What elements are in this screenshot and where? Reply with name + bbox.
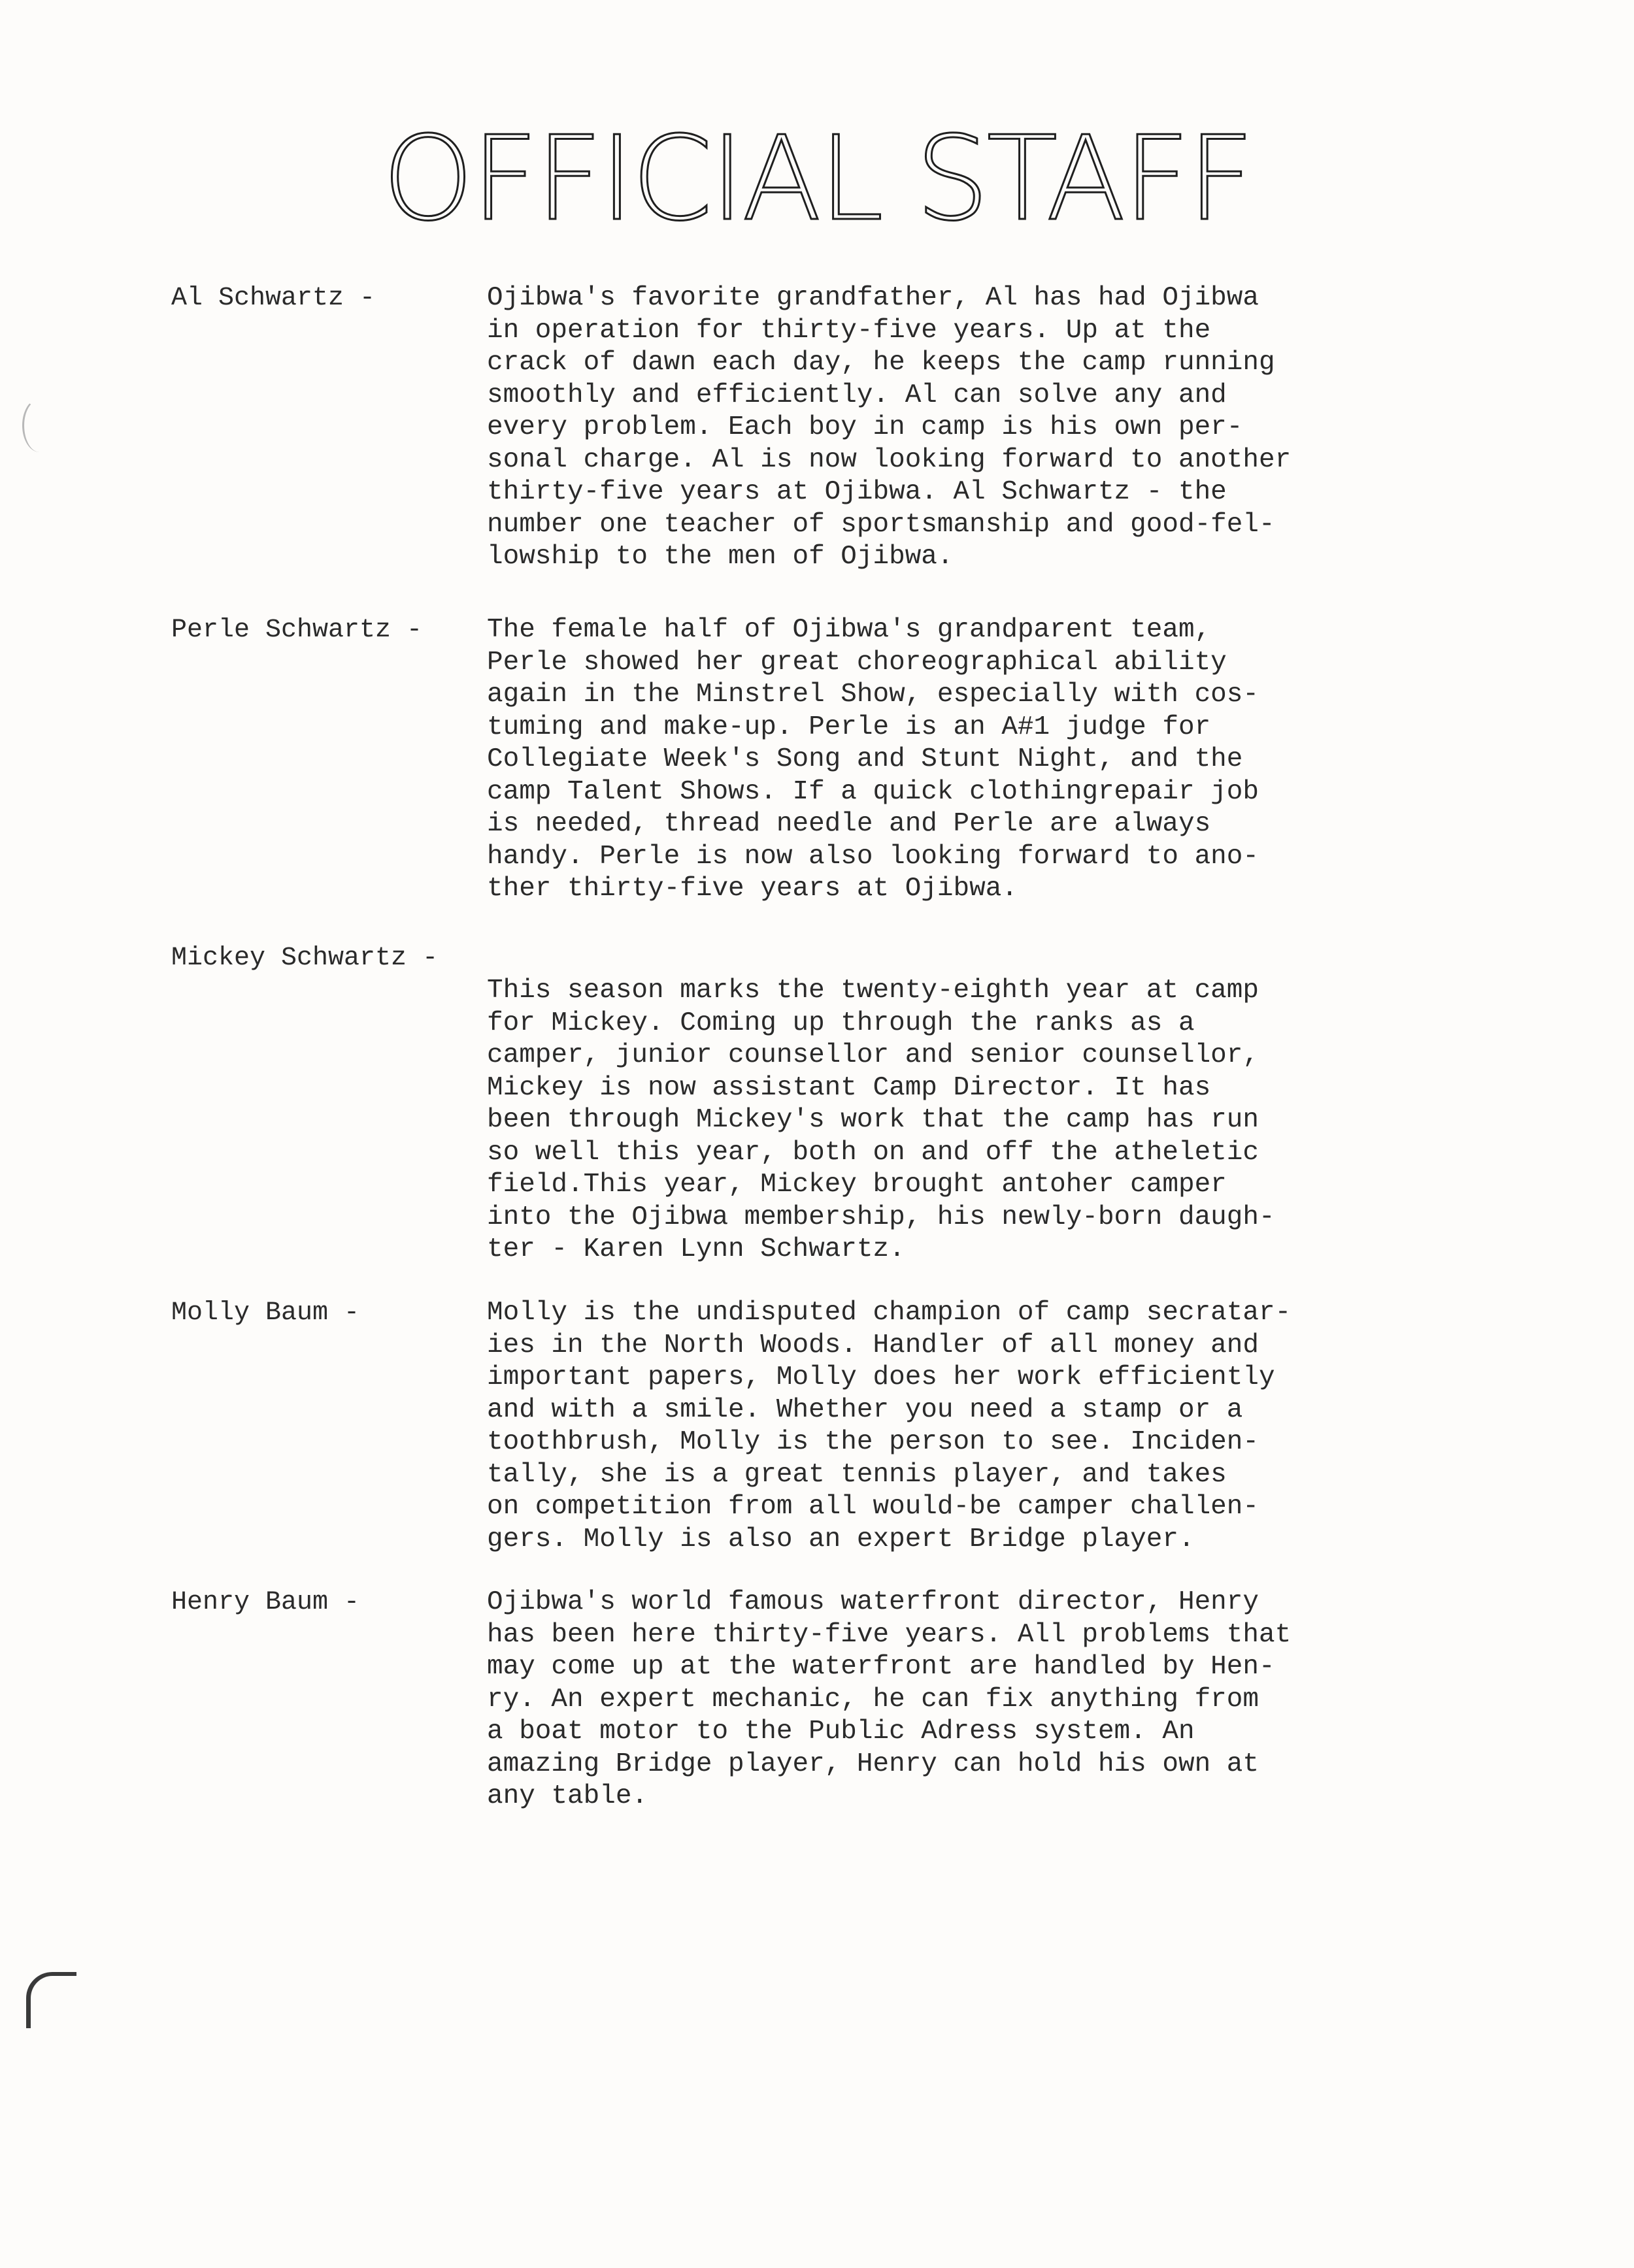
bio-line: number one teacher of sportsmanship and good-fel- [487, 509, 1275, 540]
bio-line: camp Talent Shows. If a quick clothingrepair job [487, 776, 1259, 807]
bio-line: ry. An expert mechanic, he can fix anything from [487, 1684, 1259, 1715]
bio-line: Ojibwa's world famous waterfront director, Henry [487, 1587, 1259, 1617]
bio-line: may come up at the waterfront are handled by Hen- [487, 1652, 1275, 1682]
bio-line: crack of dawn each day, he keeps the camp running [487, 348, 1275, 378]
bio-line: in operation for thirty-five years. Up at the [487, 315, 1211, 346]
bio-line: for Mickey. Coming up through the ranks as a [487, 1008, 1195, 1038]
staff-name: Henry Baum - [171, 1588, 360, 1617]
bio-line: a boat motor to the Public Adress system. An [487, 1717, 1195, 1747]
bio-line: Molly is the undisputed champion of camp secratar- [487, 1298, 1292, 1328]
bio-line: camper, junior counsellor and senior counsellor, [487, 1040, 1259, 1070]
staff-bio [487, 614, 1507, 906]
bio-line: on competition from all would-be camper challen- [487, 1492, 1259, 1522]
bio-line: has been here thirty-five years. All problems that [487, 1619, 1292, 1650]
bio-line: sonal charge. Al is now looking forward to another [487, 444, 1292, 475]
punch-hole-mark-bottom [26, 1972, 76, 2028]
bio-line: This season marks the twenty-eighth year at camp [487, 976, 1259, 1006]
bio-line: important papers, Molly does her work efficiently [487, 1362, 1275, 1392]
bio-line: tuming and make-up. Perle is an A#1 judge for [487, 712, 1211, 742]
bio-line: and with a smile. Whether you need a stamp or a [487, 1394, 1243, 1425]
bio-line: so well this year, both on and off the atheletic [487, 1137, 1259, 1168]
bio-line: again in the Minstrel Show, especially with cos- [487, 680, 1259, 710]
bio-line: ter - Karen Lynn Schwartz. [487, 1234, 905, 1264]
bio-line: into the Ojibwa membership, his newly-born daugh- [487, 1202, 1275, 1232]
bio-line: Collegiate Week's Song and Stunt Night, and the [487, 744, 1243, 774]
bio-line: every problem. Each boy in camp is his own per- [487, 412, 1243, 442]
bio-line: lowship to the men of Ojibwa. [487, 542, 954, 572]
bio-line: handy. Perle is now also looking forward to ano- [487, 841, 1259, 872]
bio-line: The female half of Ojibwa's grandparent team, [487, 615, 1211, 645]
page-title: OFFICIAL STAFF [382, 111, 1252, 246]
bio-line: Perle showed her great choreographical ability [487, 647, 1227, 678]
staff-name: Al Schwartz - [171, 284, 376, 313]
bio-line: gers. Molly is also an expert Bridge player. [487, 1524, 1195, 1554]
staff-bio [487, 282, 1507, 574]
punch-hole-mark-top [22, 399, 57, 452]
bio-line: Ojibwa's favorite grandfather, Al has had Ojibwa [487, 283, 1259, 313]
bio-line: Mickey is now assistant Camp Director. It has [487, 1072, 1211, 1103]
bio-line: smoothly and efficiently. Al can solve any and [487, 380, 1227, 410]
staff-name: Molly Baum - [171, 1298, 360, 1328]
bio-line: field.This year, Mickey brought antoher camper [487, 1170, 1227, 1200]
staff-bio [487, 1586, 1507, 1813]
bio-line: been through Mickey's work that the camp has run [487, 1105, 1259, 1135]
bio-line: thirty-five years at Ojibwa. Al Schwartz - the [487, 477, 1227, 507]
bio-line: is needed, thread needle and Perle are always [487, 809, 1211, 839]
bio-line: amazing Bridge player, Henry can hold his own at [487, 1749, 1259, 1779]
staff-bio [487, 1297, 1507, 1556]
bio-line: ther thirty-five years at Ojibwa. [487, 874, 1018, 904]
staff-name: Perle Schwartz - [171, 616, 423, 645]
bio-line: any table. [487, 1781, 648, 1811]
bio-line: toothbrush, Molly is the person to see. Inciden- [487, 1427, 1259, 1457]
bio-line: ies in the North Woods. Handler of all money and [487, 1330, 1259, 1360]
bio-line: tally, she is a great tennis player, and takes [487, 1459, 1227, 1490]
staff-bio [487, 975, 1507, 1266]
staff-name: Mickey Schwartz - [171, 944, 439, 973]
